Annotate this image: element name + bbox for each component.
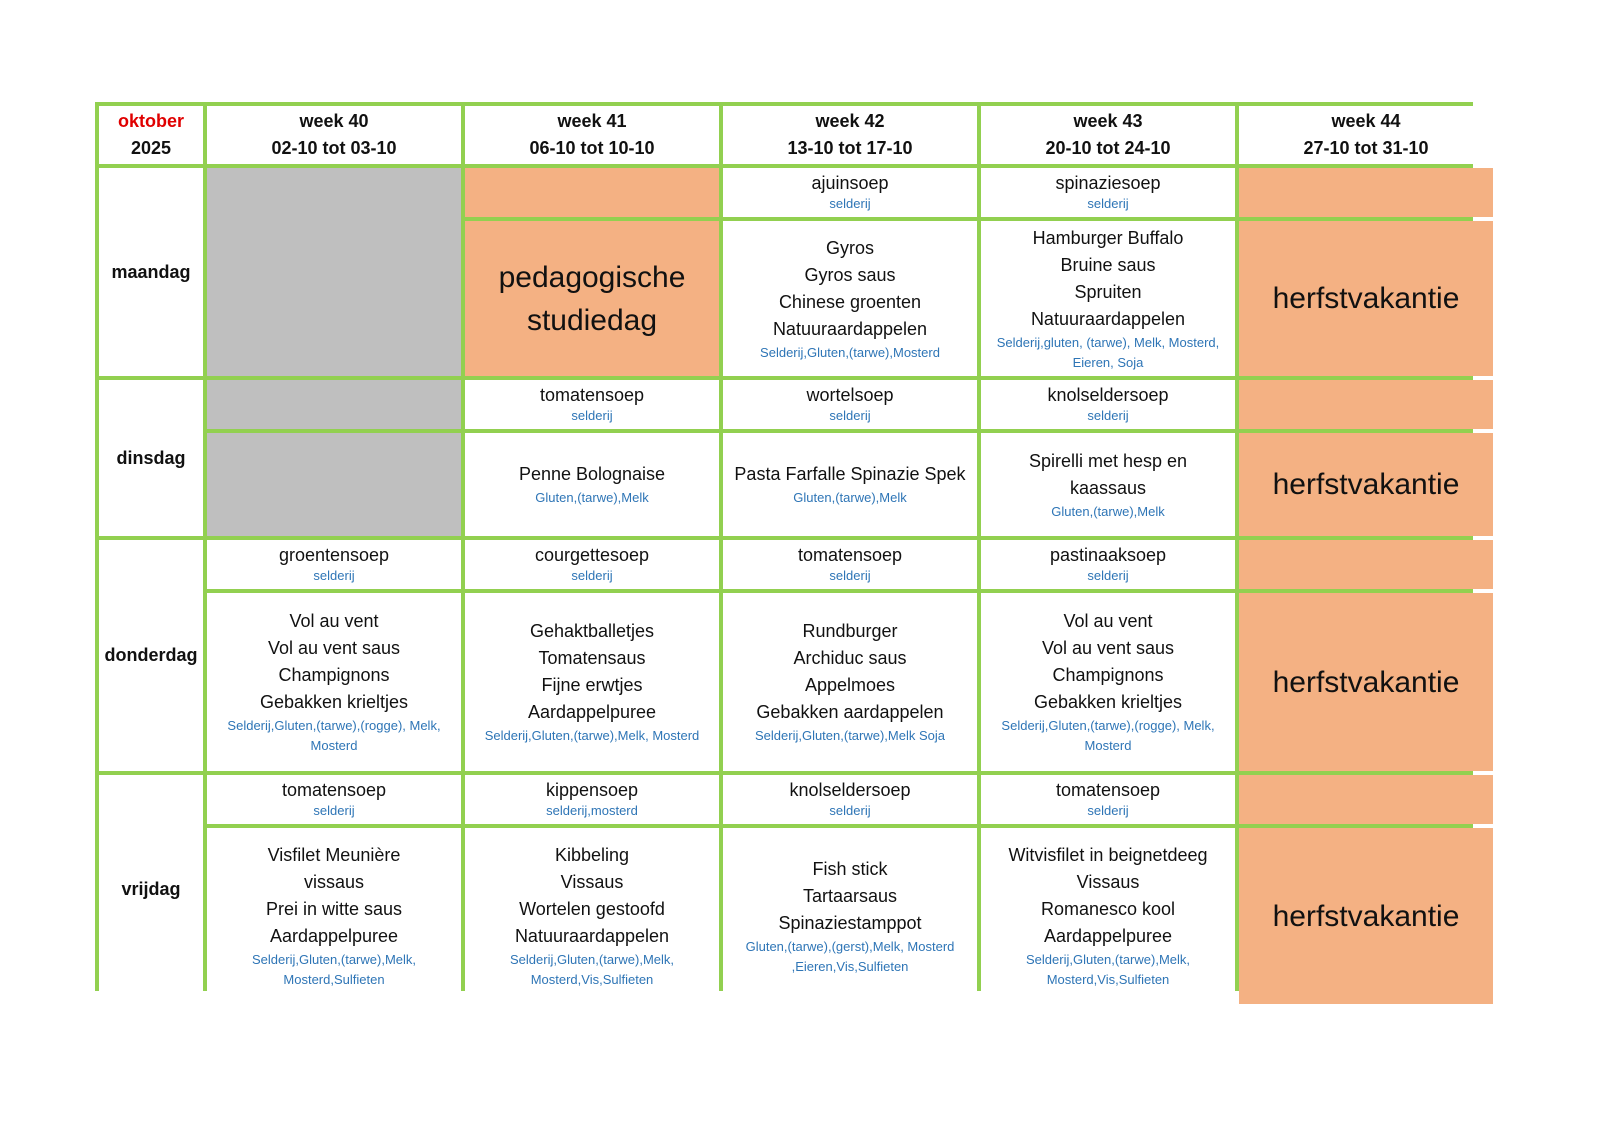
soup-name: tomatensoep [797, 544, 903, 565]
month-header [99, 106, 203, 164]
dish: Spruiten [1074, 281, 1142, 302]
dish: Aardappelpuree [1043, 926, 1173, 946]
dish: Bruine saus [1060, 254, 1156, 275]
year-label: 2025 [130, 138, 172, 158]
day-label-vrijdag: vrijdag [99, 775, 203, 1004]
soup-name: kippensoep [545, 779, 639, 800]
soup-cell [723, 540, 977, 589]
dish: Witvisfilet in beignetdeeg [1008, 845, 1208, 865]
dish: Vol au vent [1063, 611, 1153, 631]
dish: Gebakken aardappelen [756, 702, 944, 722]
meal-cell [723, 433, 977, 536]
meal-allergens: Selderij,Gluten,(tarwe),Melk, Mosterd [484, 728, 700, 743]
soup-allergens: selderij [1087, 802, 1129, 818]
soup-allergens: selderij [571, 407, 613, 423]
soup-allergens: selderij [829, 567, 871, 583]
dish: Spinaziestamppot [778, 912, 922, 933]
dish: Champignons [1052, 665, 1164, 685]
soup-cell [465, 775, 719, 824]
meal-cell [981, 828, 1235, 1004]
soup-allergens: selderij [829, 195, 871, 211]
week-label: week 42 [815, 111, 885, 131]
dish: Rundburger [802, 621, 898, 641]
soup-name: knolseldersoep [789, 779, 911, 800]
vacation-cell: herfstvakantie [1239, 433, 1493, 536]
soup-cell [981, 775, 1235, 824]
meal-allergens: Selderij,Gluten,(tarwe),(rogge), Melk, Mosterd [1001, 718, 1215, 753]
dish: Visfilet Meunière [267, 845, 401, 865]
closed-cell [207, 168, 461, 376]
menu-table [95, 102, 1473, 991]
soup-allergens: selderij [1087, 195, 1129, 211]
dish: Gyros saus [804, 264, 896, 285]
meal-allergens: Selderij,Gluten,(tarwe),Melk Soja [754, 728, 946, 743]
soup-name: ajuinsoep [811, 172, 889, 193]
dish: Natuuraardappelen [514, 926, 670, 946]
meal-allergens: Gluten,(tarwe),Melk [1051, 503, 1165, 519]
dish: Hamburger Buffalo [1032, 227, 1184, 248]
week-header [723, 106, 977, 164]
soup-name: courgettesoep [534, 544, 650, 565]
dish: Kibbeling [554, 845, 630, 865]
meal-cell [207, 828, 461, 1004]
soup-allergens: selderij [1087, 567, 1129, 583]
dish: Gebakken krieltjes [259, 692, 409, 712]
dish: Wortelen gestoofd [519, 899, 665, 919]
dish: Gebakken krieltjes [1033, 692, 1183, 712]
soup-cell [465, 540, 719, 589]
week-dates: 20-10 tot 24-10 [1045, 138, 1171, 158]
dish: Tomatensaus [538, 648, 646, 668]
soup-allergens: selderij [829, 802, 871, 818]
week-label: week 40 [299, 111, 369, 131]
studiedag-cell: pedagogische studiedag [465, 221, 719, 376]
day-label-donderdag: donderdag [99, 540, 203, 771]
vacation-soup-cell [1239, 540, 1493, 589]
week-label: week 41 [557, 111, 627, 131]
day-label-maandag: maandag [99, 168, 203, 376]
vacation-soup-cell [1239, 380, 1493, 429]
week-header [981, 106, 1235, 164]
soup-allergens: selderij [313, 567, 355, 583]
dish: Aardappelpuree [527, 702, 657, 722]
soup-allergens: selderij [829, 407, 871, 423]
soup-allergens: selderij [313, 802, 355, 818]
dish: Champignons [278, 665, 390, 685]
dish: Vol au vent [289, 611, 379, 631]
dish: Tartaarsaus [802, 885, 898, 906]
week-header [465, 106, 719, 164]
dish: Chinese groenten [778, 291, 922, 312]
dish: Fish stick [812, 858, 888, 879]
soup-cell [981, 380, 1235, 429]
meal-cell [981, 433, 1235, 536]
meal-allergens: Selderij,Gluten,(tarwe),Melk, Mosterd,Sulfieten [252, 952, 416, 987]
week-dates: 06-10 tot 10-10 [529, 138, 655, 158]
dish: Fijne erwtjes [541, 675, 643, 695]
week-dates: 02-10 tot 03-10 [271, 138, 397, 158]
meal-cell [723, 593, 977, 771]
meal-cell [981, 593, 1235, 771]
soup-allergens: selderij [571, 567, 613, 583]
meal-cell [981, 221, 1235, 376]
vacation-soup-cell [1239, 775, 1493, 824]
vacation-cell: herfstvakantie [1239, 221, 1493, 376]
soup-cell [465, 380, 719, 429]
meal-allergens: Gluten,(tarwe),(gerst),Melk, Mosterd ,Eieren,Vis,Sulfieten [745, 938, 955, 974]
soup-cell [723, 775, 977, 824]
vacation-cell: herfstvakantie [1239, 828, 1493, 1004]
dish: Gyros [825, 237, 874, 258]
soup-name: tomatensoep [1055, 779, 1161, 800]
closed-cell [207, 380, 461, 429]
dish: Vissaus [560, 872, 624, 892]
dish: Gehaktballetjes [529, 621, 655, 641]
soup-allergens: selderij [1087, 407, 1129, 423]
week-label: week 44 [1331, 111, 1401, 131]
soup-allergens: selderij,mosterd [546, 802, 638, 818]
meal-allergens: Gluten,(tarwe),Melk [535, 490, 649, 505]
soup-name: wortelsoep [806, 384, 894, 405]
week-dates: 13-10 tot 17-10 [787, 138, 913, 158]
week-label: week 43 [1073, 111, 1143, 131]
week-header [1239, 106, 1493, 164]
dish: kaassaus [1069, 477, 1147, 498]
soup-name: tomatensoep [281, 779, 387, 800]
day-label-dinsdag: dinsdag [99, 380, 203, 536]
soup-cell [723, 168, 977, 217]
month-label: oktober [117, 111, 184, 131]
meal-allergens: Selderij,Gluten,(tarwe),Mosterd [760, 344, 940, 360]
studiedag-soup-cell [465, 168, 719, 217]
week-dates: 27-10 tot 31-10 [1303, 138, 1429, 158]
soup-name: groentensoep [278, 544, 390, 565]
dish: Penne Bolognaise [518, 464, 666, 484]
meal-cell [207, 593, 461, 771]
soup-name: tomatensoep [539, 384, 645, 405]
dish: Vol au vent saus [1041, 638, 1175, 658]
dish: Archiduc saus [793, 648, 907, 668]
dish: Vissaus [1076, 872, 1140, 892]
dish: Spirelli met hesp en [1028, 450, 1188, 471]
soup-cell [981, 540, 1235, 589]
dish: Aardappelpuree [269, 926, 399, 946]
meal-cell [465, 433, 719, 536]
soup-name: knolseldersoep [1047, 384, 1169, 405]
meal-allergens: Selderij,Gluten,(tarwe),Melk, Mosterd,Vis,Sulfieten [1026, 952, 1190, 987]
meal-allergens: Selderij,gluten, (tarwe), Melk, Mosterd, Eieren, Soja [996, 334, 1220, 370]
soup-cell [981, 168, 1235, 217]
vacation-cell: herfstvakantie [1239, 593, 1493, 771]
dish: Romanesco kool [1040, 899, 1176, 919]
dish: Pasta Farfalle Spinazie Spek [734, 464, 966, 484]
soup-cell [207, 540, 461, 589]
meal-cell [465, 828, 719, 1004]
meal-allergens: Gluten,(tarwe),Melk [793, 490, 907, 505]
soup-name: pastinaaksoep [1049, 544, 1167, 565]
meal-allergens: Selderij,Gluten,(tarwe),(rogge), Melk, Mosterd [227, 718, 441, 753]
closed-cell [207, 433, 461, 536]
meal-allergens: Selderij,Gluten,(tarwe),Melk, Mosterd,Vis,Sulfieten [510, 952, 674, 987]
soup-cell [723, 380, 977, 429]
dish: Appelmoes [804, 675, 896, 695]
dish: Prei in witte saus [265, 899, 403, 919]
meal-cell [723, 828, 977, 1004]
week-header [207, 106, 461, 164]
soup-name: spinaziesoep [1055, 172, 1161, 193]
meal-cell [465, 593, 719, 771]
meal-cell [723, 221, 977, 376]
vacation-soup-cell [1239, 168, 1493, 217]
dish: vissaus [303, 872, 365, 892]
dish: Natuuraardappelen [1030, 308, 1186, 329]
soup-cell [207, 775, 461, 824]
dish: Vol au vent saus [267, 638, 401, 658]
dish: Natuuraardappelen [772, 318, 928, 339]
